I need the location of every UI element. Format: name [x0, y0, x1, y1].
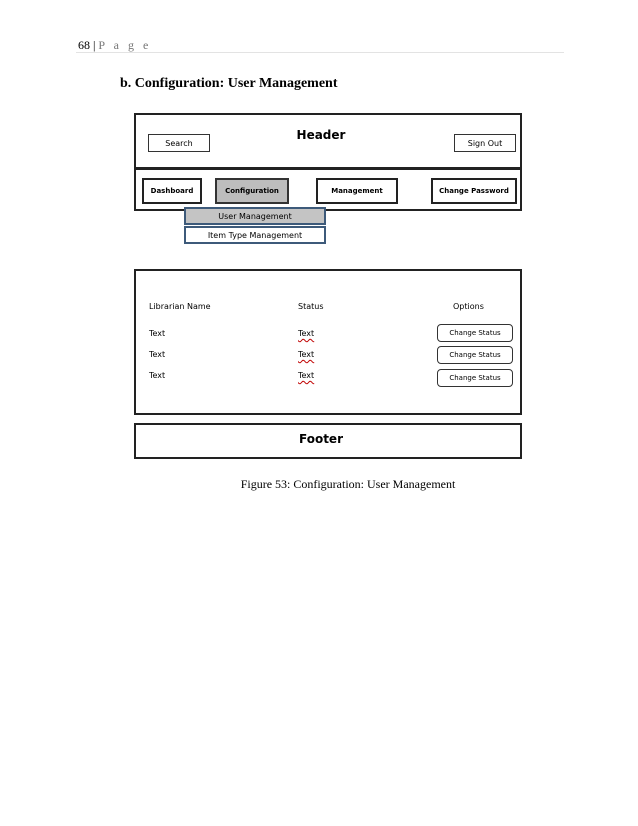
nav-management-button[interactable]: Management [316, 178, 398, 204]
nav-change-password-button[interactable]: Change Password [431, 178, 517, 204]
page-separator: | [93, 38, 96, 52]
menu-item-item-type-management[interactable]: Item Type Management [184, 226, 326, 244]
row-1-change-status-button[interactable]: Change Status [437, 324, 513, 342]
wireframe-content-box [134, 269, 522, 415]
row-2-name: Text [149, 350, 166, 359]
row-3-name: Text [149, 371, 166, 380]
wireframe-header-title: Header [296, 128, 346, 142]
column-header-librarian-name: Librarian Name [149, 302, 211, 311]
row-2-change-status-button[interactable]: Change Status [437, 346, 513, 364]
nav-configuration-button[interactable]: Configuration [215, 178, 289, 204]
row-3-status: Text [298, 371, 315, 380]
page-number-header [78, 38, 151, 53]
row-1-name: Text [149, 329, 166, 338]
column-header-status: Status [298, 302, 324, 311]
menu-item-user-management[interactable]: User Management [184, 207, 326, 225]
nav-dashboard-button[interactable]: Dashboard [142, 178, 202, 204]
sign-out-button[interactable]: Sign Out [454, 134, 516, 152]
row-3-change-status-button[interactable]: Change Status [437, 369, 513, 387]
search-button[interactable]: Search [148, 134, 210, 152]
page-number: 68 [78, 38, 90, 52]
column-header-options: Options [453, 302, 484, 311]
section-title: b. Configuration: User Management [120, 76, 338, 91]
wireframe-footer-title: Footer [299, 432, 343, 446]
row-1-status: Text [298, 329, 315, 338]
figure-caption: Figure 53: Configuration: User Management [240, 477, 456, 491]
row-2-status: Text [298, 350, 315, 359]
header-divider [76, 52, 564, 53]
page-label: P a g e [98, 38, 152, 52]
